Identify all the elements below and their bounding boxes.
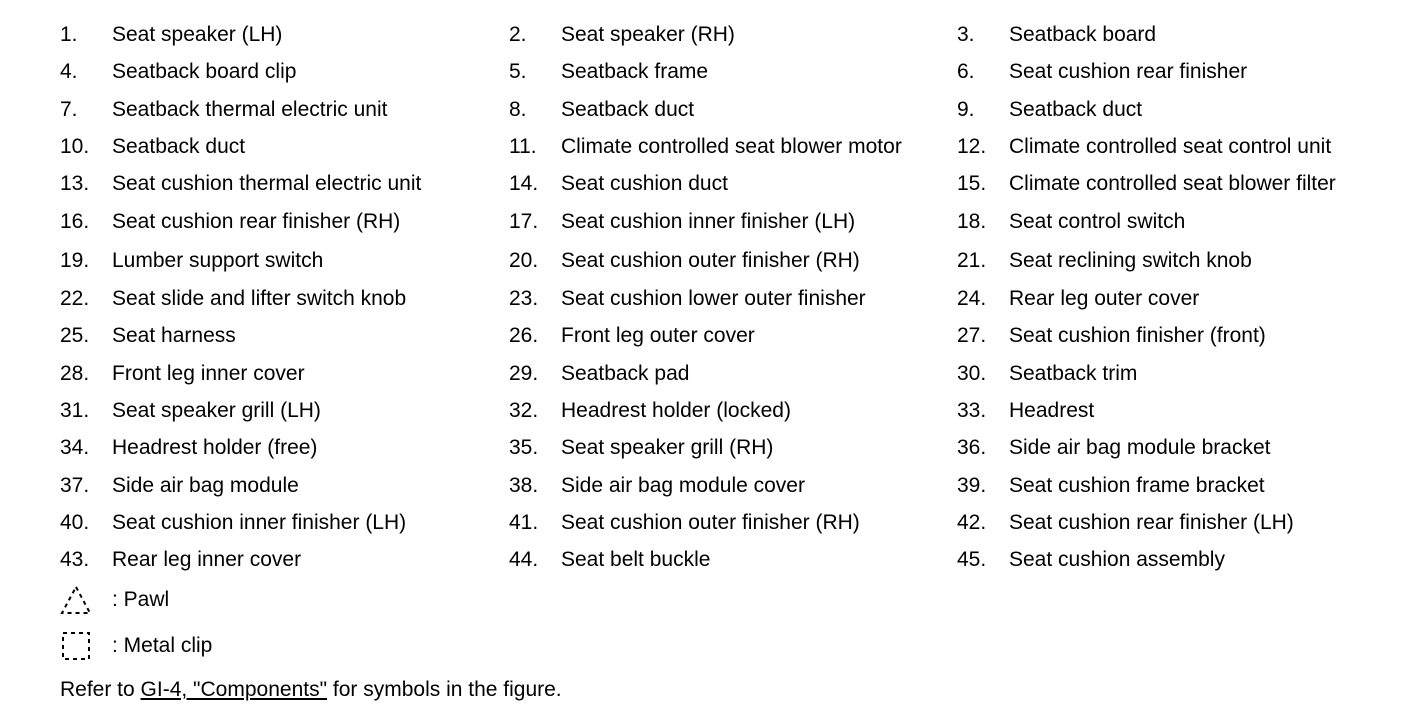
legend-item-number: 3. <box>957 23 975 46</box>
legend-item-label: Side air bag module <box>112 474 299 497</box>
legend-item-label: Seat speaker grill (RH) <box>561 436 774 459</box>
legend-item-number: 11. <box>509 135 537 158</box>
legend-item-label: Seat cushion rear finisher (LH) <box>1009 511 1294 534</box>
dashed-triangle-icon <box>60 584 92 616</box>
legend-item-number: 35. <box>509 436 539 459</box>
legend-item-label: Seat harness <box>112 324 236 347</box>
legend-item-number: 21. <box>957 249 987 272</box>
legend-item-number: 8. <box>509 98 527 121</box>
legend-item-label: Seat cushion inner finisher (LH) <box>112 511 407 534</box>
legend-item-label: Lumber support switch <box>112 249 324 272</box>
legend-item-number: 44. <box>509 548 539 571</box>
reference-prefix: Refer to <box>60 678 141 701</box>
legend-item-number: 5. <box>509 60 527 83</box>
dashed-square-icon <box>60 630 92 662</box>
legend-item-number: 15. <box>957 172 987 195</box>
legend-item-number: 29. <box>509 362 539 385</box>
legend-item-number: 43. <box>60 548 90 571</box>
legend-item-number: 16. <box>60 210 90 233</box>
legend-item-label: Seat cushion outer finisher (RH) <box>561 249 860 272</box>
legend-item-label: Seat cushion frame bracket <box>1009 474 1265 497</box>
legend-item-number: 9. <box>957 98 975 121</box>
legend-item-label: Seat cushion outer finisher (RH) <box>561 511 860 534</box>
legend-item-number: 31. <box>60 399 90 422</box>
metal-clip-label: : Metal clip <box>112 634 213 657</box>
legend-item-label: Seat cushion assembly <box>1009 548 1225 571</box>
legend-item-number: 22. <box>60 287 90 310</box>
legend-item-label: Climate controlled seat blower motor <box>561 135 902 158</box>
legend-item-number: 30. <box>957 362 987 385</box>
legend-item-label: Seatback board clip <box>112 60 297 83</box>
legend-item-number: 20. <box>509 249 539 272</box>
legend-item-label: Seat speaker (RH) <box>561 23 735 46</box>
legend-item-label: Seat speaker grill (LH) <box>112 399 321 422</box>
legend-item-number: 7. <box>60 98 78 121</box>
legend-item-label: Seat cushion rear finisher <box>1009 60 1248 83</box>
legend-item-number: 6. <box>957 60 975 83</box>
legend-item-number: 45. <box>957 548 987 571</box>
legend-item-label: Seatback trim <box>1009 362 1138 385</box>
legend-item-label: Front leg inner cover <box>112 362 305 385</box>
legend-item-label: Seat cushion inner finisher (LH) <box>561 210 856 233</box>
legend-item-number: 1. <box>60 23 78 46</box>
legend-item-number: 2. <box>509 23 527 46</box>
legend-item-label: Seatback duct <box>112 135 246 158</box>
legend-item-label: Headrest <box>1009 399 1095 422</box>
legend-item-label: Seat slide and lifter switch knob <box>112 287 407 310</box>
legend-item-label: Seat reclining switch knob <box>1009 249 1252 272</box>
symbols-reference-note <box>60 672 562 708</box>
legend-item-label: Seat speaker (LH) <box>112 23 283 46</box>
legend-item-number: 14. <box>509 172 539 195</box>
legend-item-number: 33. <box>957 399 987 422</box>
reference-suffix: for symbols in the figure. <box>327 678 562 701</box>
legend-item-label: Climate controlled seat control unit <box>1009 135 1332 158</box>
legend-item-number: 25. <box>60 324 90 347</box>
legend-item-label: Seat cushion duct <box>561 172 728 195</box>
legend-item-label: Side air bag module cover <box>561 474 805 497</box>
legend-item-number: 34. <box>60 436 90 459</box>
legend-item-number: 24. <box>957 287 987 310</box>
components-reference-link[interactable]: GI-4, "Components" <box>140 678 328 701</box>
legend-item-label: Seatback duct <box>1009 98 1143 121</box>
legend-item-label: Seat control switch <box>1009 210 1186 233</box>
legend-item-number: 41. <box>509 511 539 534</box>
legend-item-number: 10. <box>60 135 90 158</box>
legend-item-label: Seat cushion finisher (front) <box>1009 324 1266 347</box>
pawl-label: : Pawl <box>112 588 170 611</box>
legend-item-number: 32. <box>509 399 539 422</box>
legend-item-number: 23. <box>509 287 539 310</box>
legend-item-label: Seatback duct <box>561 98 695 121</box>
legend-item-label: Seat belt buckle <box>561 548 711 571</box>
legend-item-label: Seatback board <box>1009 23 1157 46</box>
legend-item-number: 28. <box>60 362 90 385</box>
legend-item-number: 19. <box>60 249 90 272</box>
legend-item-label: Climate controlled seat blower filter <box>1009 172 1336 195</box>
legend-item-label: Seatback pad <box>561 362 690 385</box>
legend-item-label: Rear leg outer cover <box>1009 287 1200 310</box>
legend-item-label: Front leg outer cover <box>561 324 755 347</box>
legend-item-label: Headrest holder (locked) <box>561 399 791 422</box>
legend-item-label: Rear leg inner cover <box>112 548 302 571</box>
legend-item-number: 12. <box>957 135 987 158</box>
legend-item-number: 17. <box>509 210 539 233</box>
legend-item-label: Seat cushion rear finisher (RH) <box>112 210 401 233</box>
legend-item-number: 27. <box>957 324 987 347</box>
legend-item-label: Seat cushion thermal electric unit <box>112 172 422 195</box>
legend-item-number: 38. <box>509 474 539 497</box>
legend-item-label: Seatback thermal electric unit <box>112 98 388 121</box>
legend-item-number: 13. <box>60 172 90 195</box>
legend-item-number: 18. <box>957 210 987 233</box>
legend-item-number: 39. <box>957 474 987 497</box>
legend-item-number: 26. <box>509 324 539 347</box>
legend-item-label: Headrest holder (free) <box>112 436 318 459</box>
legend-item-number: 4. <box>60 60 78 83</box>
legend-item-number: 37. <box>60 474 90 497</box>
legend-item-number: 36. <box>957 436 987 459</box>
legend-item-number: 42. <box>957 511 987 534</box>
legend-item-label: Seatback frame <box>561 60 709 83</box>
legend-item-number: 40. <box>60 511 90 534</box>
legend-item-label: Side air bag module bracket <box>1009 436 1271 459</box>
legend-item-label: Seat cushion lower outer finisher <box>561 287 866 310</box>
